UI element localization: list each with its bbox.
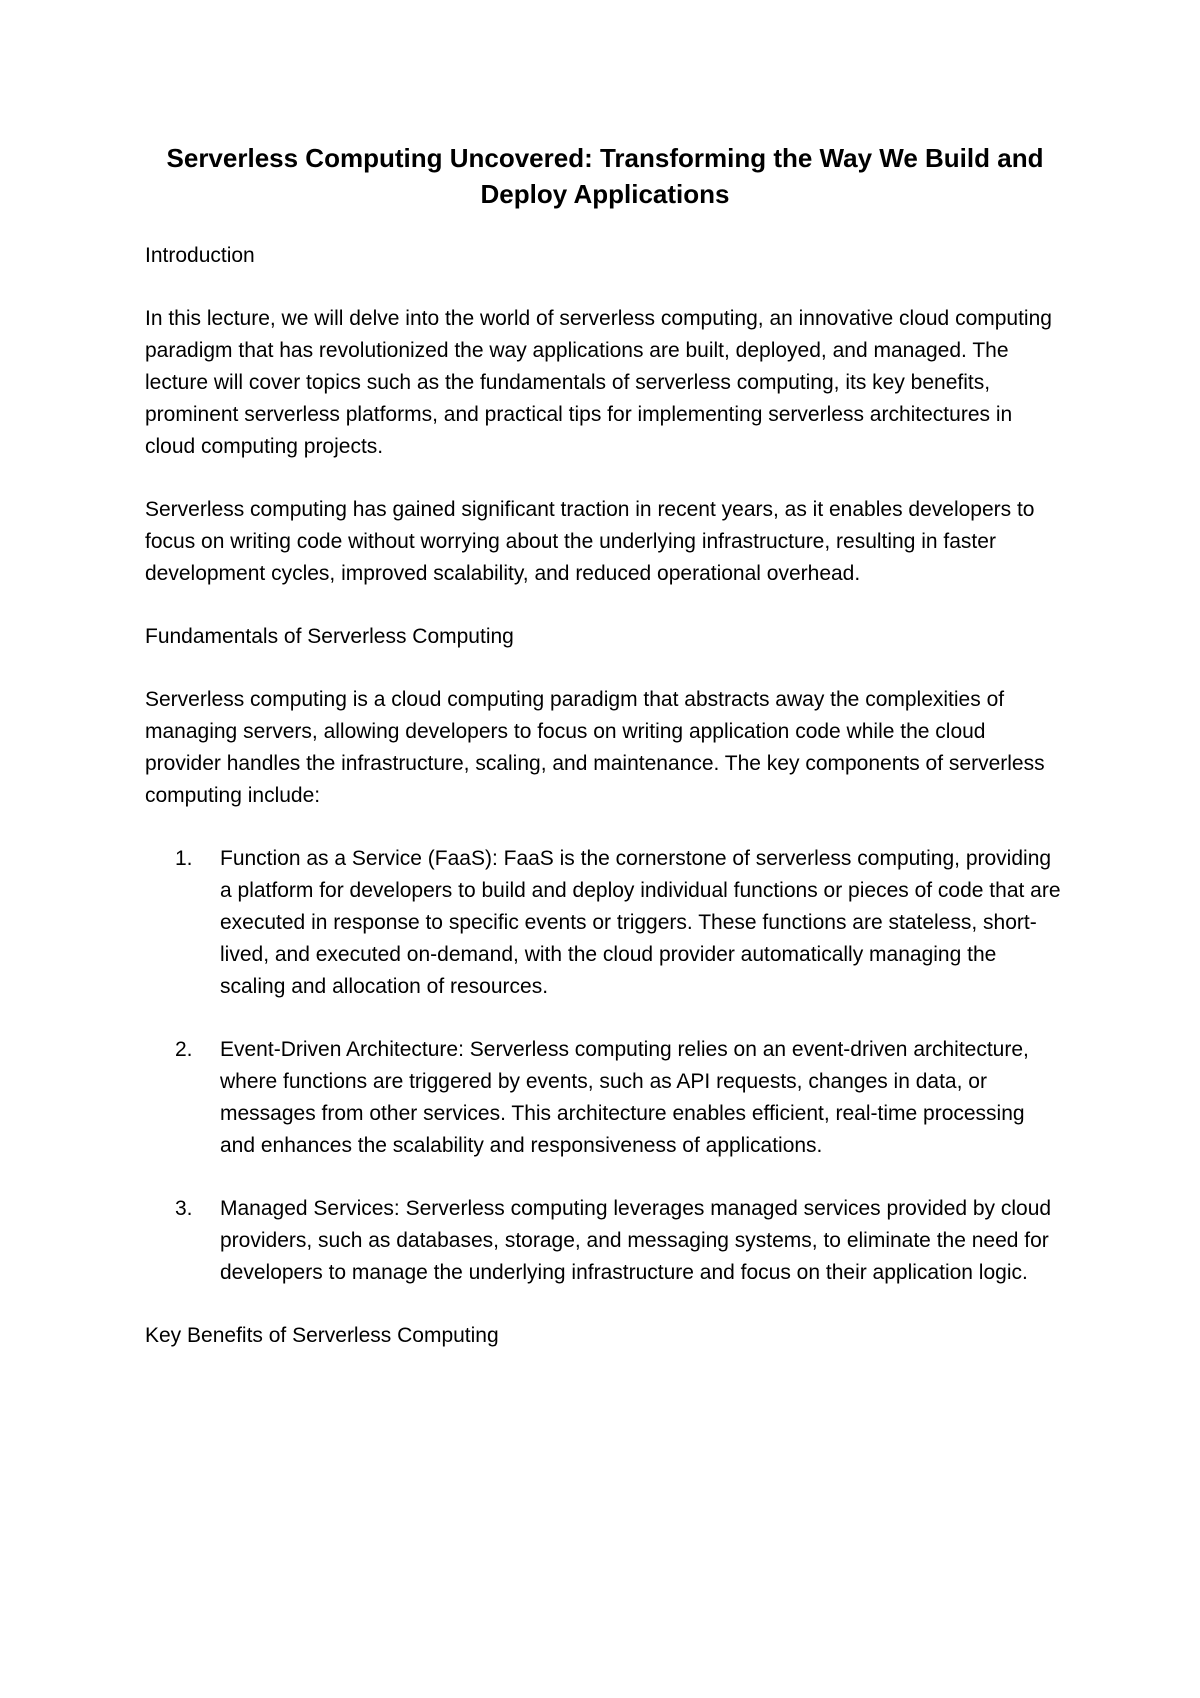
document-content <box>145 140 1065 1352</box>
list-item <box>145 1034 1065 1162</box>
fundamentals-paragraph: Serverless computing is a cloud computing paradigm that abstracts away the complexities of managing servers, allowing developers to focus on writing application code while the cloud provider handles the infrastructure, scaling, and maintenance. The key components of serverless computing include: <box>145 688 1045 807</box>
list-item-number: 2. <box>175 1038 193 1061</box>
list-item-text: Function as a Service (FaaS): FaaS is the cornerstone of serverless computing, providing a platform for developers to build and deploy individual functions or pieces of code that are executed in response to specific events or triggers. These functions are stateless, short-lived, and executed on-demand, with the cloud provider automatically managing the scaling and allocation of resources. <box>220 847 1061 998</box>
section-heading-introduction: Introduction <box>145 244 255 267</box>
spacer <box>145 812 1065 843</box>
list-item-number: 1. <box>175 847 193 870</box>
list-item <box>145 1193 1065 1289</box>
spacer <box>145 1289 1065 1320</box>
section-heading-benefits: Key Benefits of Serverless Computing <box>145 1324 499 1347</box>
spacer <box>145 590 1065 621</box>
spacer <box>145 212 1065 240</box>
list-item <box>145 843 1065 1003</box>
list-item-text: Event-Driven Architecture: Serverless computing relies on an event-driven architecture, where functions are triggered by events, such as API requests, changes in data, or messages from other services. This architecture enables efficient, real-time processing and enhances the scalability and responsiveness of applications. <box>220 1038 1029 1157</box>
list-item-text: Managed Services: Serverless computing leverages managed services provided by cloud providers, such as databases, storage, and messaging systems, to eliminate the need for developers to manage the underlying infrastructure and focus on their application logic. <box>220 1197 1052 1284</box>
section-heading-fundamentals: Fundamentals of Serverless Computing <box>145 625 514 648</box>
spacer <box>145 1162 1065 1193</box>
components-list <box>145 843 1065 1289</box>
spacer <box>145 1003 1065 1034</box>
list-item-number: 3. <box>175 1197 193 1220</box>
document-title: Serverless Computing Uncovered: Transforming the Way We Build and Deploy Applications <box>166 143 1044 209</box>
intro-paragraph-1: In this lecture, we will delve into the world of serverless computing, an innovative cloud computing paradigm that has revolutionized the way applications are built, deployed, and managed. The lecture will cover topics such as the fundamentals of serverless computing, its key benefits, prominent serverless platforms, and practical tips for implementing serverless architectures in cloud computing projects. <box>145 307 1052 458</box>
spacer <box>145 463 1065 494</box>
spacer <box>145 272 1065 303</box>
intro-paragraph-2: Serverless computing has gained significant traction in recent years, as it enables developers to focus on writing code without worrying about the underlying infrastructure, resulting in faster development cycles, improved scalability, and reduced operational overhead. <box>145 498 1035 585</box>
spacer <box>145 653 1065 684</box>
